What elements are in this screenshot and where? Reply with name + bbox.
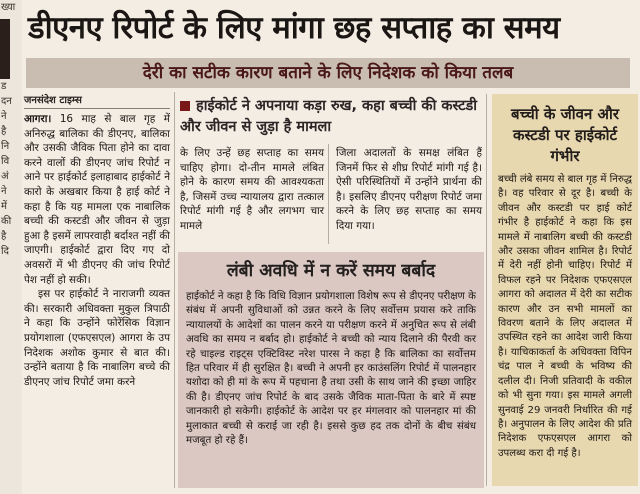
strip-text: ड <box>1 81 7 92</box>
column-1-paragraph-2: इस पर हाईकोर्ट ने नाराजगी व्यक्त की। सरकारी अधिवक्ता मुकुल त्रिपाठी ने कहा कि उन्होंने फोरेंसिक विज्ञान प्रयोगशाला (एफएसएल) आगरा के उप निदेशक अशोक कुमार से बात की। उन्होंने बताया है कि नाबालिग बच्चे की डीएनए जांच रिपोर्ट जमा करने <box>24 288 170 388</box>
strip-text: दन <box>1 96 12 107</box>
strip-text: ख्या <box>1 2 16 13</box>
box-title: लंबी अवधि में न करें समय बर्बाद <box>226 261 436 281</box>
byline: जनसंदेश टाइम्स <box>24 92 170 109</box>
column-divider <box>174 92 175 488</box>
strip-text: अं <box>1 171 9 182</box>
center-column-a: के लिए उन्हें छह सप्ताह का समय चाहिए होगा। दो-तीन मामले लंबित होने के कारण समय की आवश्यकता है, जिसमें उच्च न्यायालय द्वारा तत्काल रिपोर्ट मांगी गई है और लगभग चार मामले <box>180 147 324 232</box>
dateline: आगरा। <box>24 113 52 125</box>
center-heading-text: हाईकोर्ट ने अपनाया कड़ा रुख, कहा बच्ची की कस्टडी और जीवन से जुड़ा है मामला <box>180 98 477 135</box>
strip-text: नि <box>1 141 10 152</box>
strip-text: वि <box>1 156 10 167</box>
strip-text: ने <box>1 186 7 197</box>
strip-text: ने <box>1 111 7 122</box>
column-divider <box>486 94 487 486</box>
center-column-b: जिला अदालतों के समक्ष लंबित हैं जिनमें फिर से शीघ्र रिपोर्ट मांगी गई है। ऐसी परिस्थितियों में उन्होंने प्रार्थना की है। इसलिए डीएनए परीक्षण रिपोर्ट जमा करने के लिए छह सप्ताह का समय दिया गया। <box>336 147 482 232</box>
highlight-box <box>178 252 484 488</box>
main-headline: डीएनए रिपोर्ट के लिए मांगा छह सप्ताह का समय <box>28 10 560 46</box>
box-text: हाईकोर्ट ने कहा है कि विधि विज्ञान प्रयोगशाला विशेष रूप से डीएनए परीक्षण के संबंध में अपनी सुविधाओं को उन्नत करने के लिए सर्वोत्तम प्रयास करे ताकि न्यायालयों के आदेशों का पालन करने या परीक्षण करने में अनुचित रूप से लंबी अवधि का समय न बर्बाद हो। हाईकोर्ट ने बच्ची को न्याय दिलाने की पैरवी कर रहे चाइल्ड राइट्स एक्टिविस्ट नरेश पारस ने कहा है कि बालिका का सर्वोत्तम हित परिवार में ही सुरक्षित है। बच्ची ने अपनी हर काउंसलिंग रिपोर्ट में पालनहार यशोदा को ही मां के रूप में पहचाना है तथा उसी के साथ जाने की इच्छा जाहिर की है। डीएनए जांच रिपोर्ट के बाद उसके जैविक माता-पिता के बारे में स्पष्ट जानकारी हो सकेगी। हाईकोर्ट के आदेश पर हर मंगलवार को पालनहार मां की मुलाकात बच्ची से कराई जा रही है। इससे कुछ हद तक दोनों के बीच संबंध मजबूत हो रहे हैं। <box>186 291 476 447</box>
adjacent-article-strip <box>0 0 22 494</box>
sidebar-title: बच्ची के जीवन और कस्टडी पर हाईकोर्ट गंभीर <box>511 105 619 165</box>
center-heading <box>180 96 484 138</box>
sidebar-text: बच्ची लंबे समय से बाल गृह में निरुद्ध है। वह परिवार से दूर है। बच्ची के जीवन और कस्टडी पर हाई कोर्ट गंभीर है हाईकोर्ट ने कहा कि इस मामले में नाबालिग बच्ची की कस्टडी और उसका जीवन शामिल है। रिपोर्ट में देरी नहीं होनी चाहिए। रिपोर्ट में विफल रहने पर निदेशक एफएसएल आगरा को अदालत में देरी का सटीक कारण और उन सभी मामलों का विवरण बताने के लिए अदालत में उपस्थित रहने का आदेश जारी किया है। याचिकाकर्ता के अधिवक्ता विपिन चंद्र पाल ने बच्ची के भविष्य की दलील दी। निजी प्रतिवादी के वकील को भी सुना गया। इस मामले अगली सुनवाई 29 जनवरी निर्धारित की गई है। अनुपालन के लिए आदेश की प्रति निदेशक एफएसएल आगरा को उपलब्ध करा दी गई है। <box>498 174 632 459</box>
strip-text: की <box>1 216 12 227</box>
strip-text: दि <box>1 246 9 257</box>
strip-text: में <box>1 201 7 212</box>
strip-text: है <box>1 231 7 242</box>
sidebar-box <box>492 94 638 486</box>
subheadline-banner: देरी का सटीक कारण बताने के लिए निदेशक को किया तलब <box>26 58 630 88</box>
column-1-paragraph-1: 16 माह से बाल गृह में अनिरुद्ध बालिका की डीएनए, बालिका और उसकी जैविक पिता होने का दावा करने वालों की डीएनए जांच रिपोर्ट न आने पर हाईकोर्ट इलाहाबाद हाईकोर्ट ने कारो के अखबार किया है हाई कोर्ट ने कहा है कि यह मामला एक नाबालिक बच्ची की कस्टडी और जीवन से जुड़ा हुआ है इसमें लापरवाही बर्दाश्त नहीं की जाएगी। हाईकोर्ट द्वारा दिए गए दो अवसरों में भी डीएनए की जांच रिपोर्ट पेश नहीं हो सकी। <box>24 113 170 286</box>
article-column-1 <box>24 92 170 389</box>
square-bullet-icon <box>180 101 190 111</box>
column-divider <box>328 144 329 244</box>
adjacent-photo <box>0 19 10 79</box>
strip-text: है <box>1 126 7 137</box>
column-1-text <box>24 112 170 287</box>
